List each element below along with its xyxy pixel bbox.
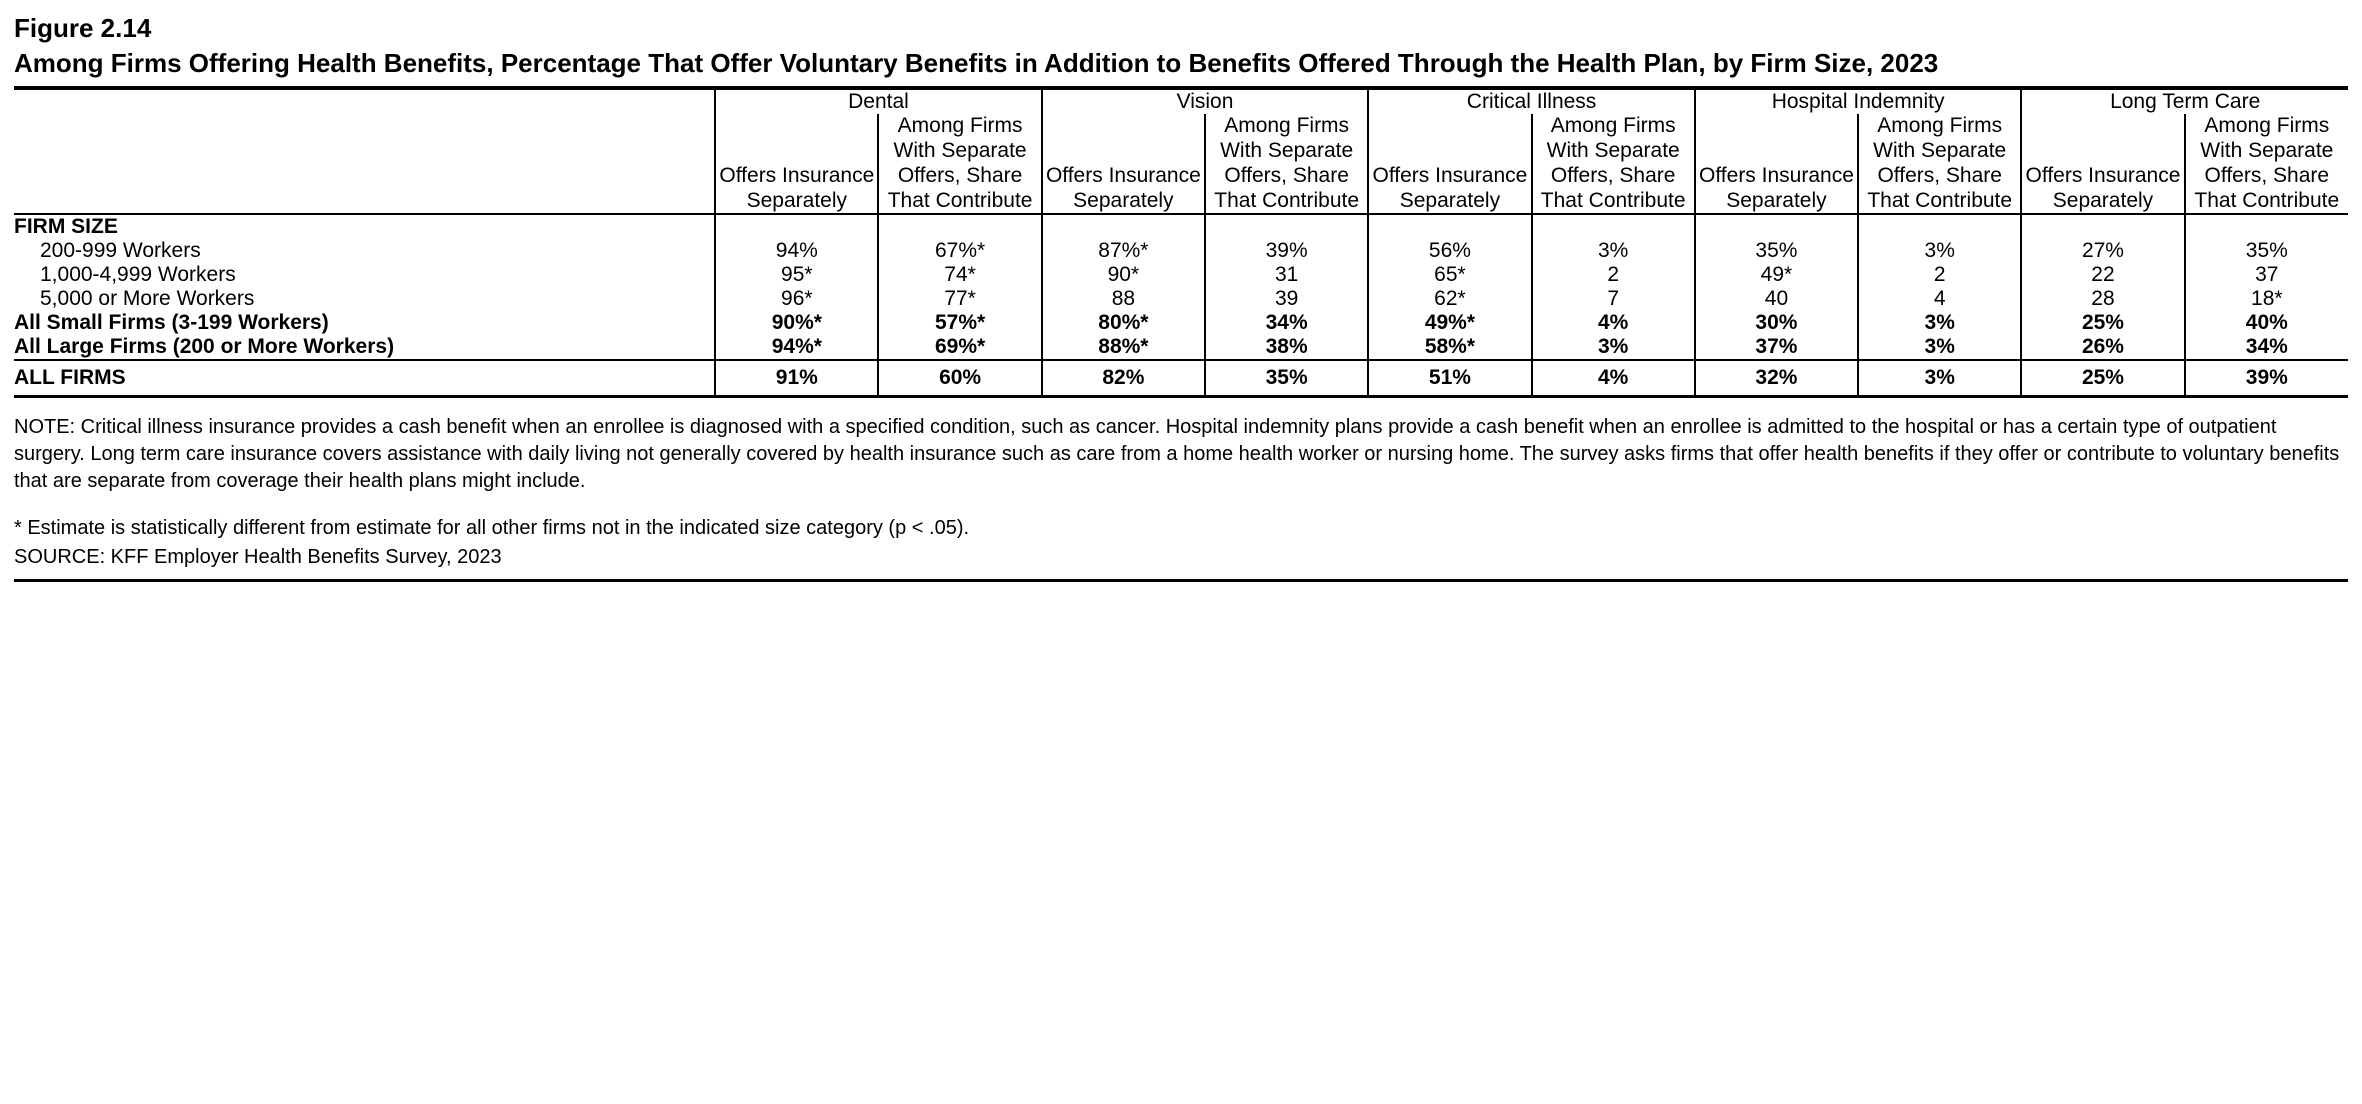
subheader-critical-illness-contribute: Among Firms With Separate Offers, Share That Contribute xyxy=(1532,114,1695,214)
section-spacer-6 xyxy=(1532,214,1695,239)
cell-value: 30% xyxy=(1695,311,1858,335)
page-title: Among Firms Offering Health Benefits, Percentage That Offer Voluntary Benefits in Addition to Benefits Offered Through the Health Plan, by Firm Size, 2023 xyxy=(14,47,1939,78)
cell-value: 39% xyxy=(2185,360,2348,395)
section-header-row xyxy=(14,214,2348,239)
cell-value: 2 xyxy=(1858,263,2021,287)
cell-value: 3% xyxy=(1858,360,2021,395)
section-spacer-10 xyxy=(2185,214,2348,239)
cell-value: 39 xyxy=(1205,287,1368,311)
cell-value: 94% xyxy=(715,239,878,263)
cell-value: 90* xyxy=(1042,263,1205,287)
cell-value: 51% xyxy=(1368,360,1531,395)
cell-value: 27% xyxy=(2021,239,2184,263)
cell-value: 60% xyxy=(878,360,1041,395)
subheader-vision-offers: Offers Insurance Separately xyxy=(1042,114,1205,214)
cell-value: 88%* xyxy=(1042,335,1205,360)
cell-value: 3% xyxy=(1532,239,1695,263)
cell-value: 40 xyxy=(1695,287,1858,311)
group-header-critical-illness: Critical Illness xyxy=(1368,90,1695,114)
cell-value: 49* xyxy=(1695,263,1858,287)
group-header-long-term-care: Long Term Care xyxy=(2021,90,2348,114)
section-spacer-3 xyxy=(1042,214,1205,239)
cell-value: 62* xyxy=(1368,287,1531,311)
cell-value: 28 xyxy=(2021,287,2184,311)
cell-value: 96* xyxy=(715,287,878,311)
cell-value: 87%* xyxy=(1042,239,1205,263)
subheader-vision-contribute: Among Firms With Separate Offers, Share That Contribute xyxy=(1205,114,1368,214)
section-spacer-1 xyxy=(715,214,878,239)
subheader-dental-offers: Offers Insurance Separately xyxy=(715,114,878,214)
cell-value: 2 xyxy=(1532,263,1695,287)
cell-value: 94%* xyxy=(715,335,878,360)
cell-value: 95* xyxy=(715,263,878,287)
row-label: All Large Firms (200 or More Workers) xyxy=(14,335,395,359)
table-row-all-firms xyxy=(14,360,2348,395)
cell-value: 4% xyxy=(1532,360,1695,395)
note-text: NOTE: Critical illness insurance provides a cash benefit when an enrollee is diagnosed with a specified condition, such as cancer. Hospital indemnity plans provide a cash benefit when an enrollee is admitted to the hospital or has a certain type of outpatient surgery. Long term care insurance covers assistance with daily living not generally covered by health insurance such as care from a home health worker or nursing home. The survey asks firms that offer health benefits if they offer or contribute to voluntary benefits that are separate from coverage their health plans might include. xyxy=(14,416,2340,493)
cell-value: 49%* xyxy=(1368,311,1531,335)
table-row xyxy=(14,287,2348,311)
voluntary-benefits-table xyxy=(14,90,2348,395)
note-spacer xyxy=(14,495,2348,517)
cell-value: 67%* xyxy=(878,239,1041,263)
section-spacer-8 xyxy=(1858,214,2021,239)
group-header-vision: Vision xyxy=(1042,90,1369,114)
cell-value: 35% xyxy=(1205,360,1368,395)
table-row xyxy=(14,263,2348,287)
row-label: All Small Firms (3-199 Workers) xyxy=(14,311,329,335)
group-header-dental: Dental xyxy=(715,90,1042,114)
row-label: 5,000 or More Workers xyxy=(40,287,255,311)
section-spacer-9 xyxy=(2021,214,2184,239)
cell-value: 56% xyxy=(1368,239,1531,263)
row-label: 200-999 Workers xyxy=(40,239,201,263)
cell-value: 69%* xyxy=(878,335,1041,360)
cell-value: 34% xyxy=(2185,335,2348,360)
cell-value: 32% xyxy=(1695,360,1858,395)
table-row xyxy=(14,311,2348,335)
cell-value: 39% xyxy=(1205,239,1368,263)
significance-note: * Estimate is statistically different from estimate for all other firms not in the indicated size category (p < .05). xyxy=(14,517,970,540)
cell-value: 25% xyxy=(2021,360,2184,395)
subheader-hospital-indemnity-contribute: Among Firms With Separate Offers, Share That Contribute xyxy=(1858,114,2021,214)
cell-value: 82% xyxy=(1042,360,1205,395)
cell-value: 22 xyxy=(2021,263,2184,287)
cell-value: 91% xyxy=(715,360,878,395)
subheader-critical-illness-offers: Offers Insurance Separately xyxy=(1368,114,1531,214)
section-spacer-7 xyxy=(1695,214,1858,239)
cell-value: 40% xyxy=(2185,311,2348,335)
section-spacer-4 xyxy=(1205,214,1368,239)
subheader-row xyxy=(14,114,2348,214)
cell-value: 3% xyxy=(1858,335,2021,360)
group-header-spacer xyxy=(14,90,715,114)
cell-value: 74* xyxy=(878,263,1041,287)
cell-value: 37% xyxy=(1695,335,1858,360)
cell-value: 37 xyxy=(2185,263,2348,287)
cell-value: 57%* xyxy=(878,311,1041,335)
cell-value: 26% xyxy=(2021,335,2184,360)
table-row xyxy=(14,239,2348,263)
source-note: SOURCE: KFF Employer Health Benefits Survey, 2023 xyxy=(14,546,502,569)
cell-value: 25% xyxy=(2021,311,2184,335)
cell-value: 31 xyxy=(1205,263,1368,287)
subheader-long-term-care-contribute: Among Firms With Separate Offers, Share That Contribute xyxy=(2185,114,2348,214)
cell-value: 4 xyxy=(1858,287,2021,311)
cell-value: 77* xyxy=(878,287,1041,311)
subheader-long-term-care-offers: Offers Insurance Separately xyxy=(2021,114,2184,214)
row-label: 1,000-4,999 Workers xyxy=(40,263,236,287)
table-bottom-divider xyxy=(14,395,2348,398)
cell-value: 3% xyxy=(1532,335,1695,360)
cell-value: 88 xyxy=(1042,287,1205,311)
cell-value: 35% xyxy=(1695,239,1858,263)
cell-value: 58%* xyxy=(1368,335,1531,360)
page-bottom-divider xyxy=(14,579,2348,582)
cell-value: 80%* xyxy=(1042,311,1205,335)
subheader-spacer xyxy=(14,114,715,214)
cell-value: 3% xyxy=(1858,311,2021,335)
cell-value: 4% xyxy=(1532,311,1695,335)
subheader-dental-contribute: Among Firms With Separate Offers, Share That Contribute xyxy=(878,114,1041,214)
section-spacer-5 xyxy=(1368,214,1531,239)
cell-value: 65* xyxy=(1368,263,1531,287)
group-header-row xyxy=(14,90,2348,114)
row-label: ALL FIRMS xyxy=(14,360,715,395)
cell-value: 18* xyxy=(2185,287,2348,311)
figure-number: Figure 2.14 xyxy=(14,13,152,43)
cell-value: 35% xyxy=(2185,239,2348,263)
group-header-hospital-indemnity: Hospital Indemnity xyxy=(1695,90,2022,114)
section-spacer-2 xyxy=(878,214,1041,239)
subheader-hospital-indemnity-offers: Offers Insurance Separately xyxy=(1695,114,1858,214)
section-label-firm-size: FIRM SIZE xyxy=(14,215,118,239)
cell-value: 3% xyxy=(1858,239,2021,263)
table-row xyxy=(14,335,2348,360)
cell-value: 38% xyxy=(1205,335,1368,360)
cell-value: 34% xyxy=(1205,311,1368,335)
cell-value: 90%* xyxy=(715,311,878,335)
cell-value: 7 xyxy=(1532,287,1695,311)
